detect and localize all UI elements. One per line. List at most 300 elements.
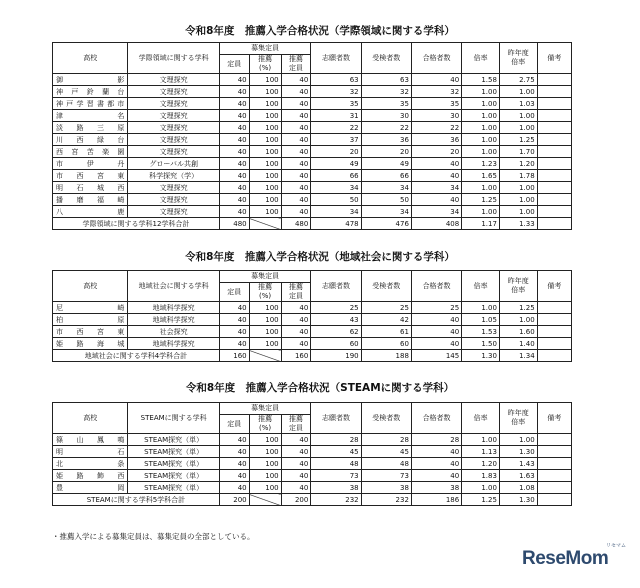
total-ratio: 1.30	[462, 350, 500, 362]
passed-cell: 25	[411, 302, 461, 314]
field-name: 文理探究	[128, 146, 219, 158]
quota-cell: 40	[219, 182, 249, 194]
remarks-cell	[537, 314, 571, 326]
quota-cell: 40	[219, 434, 249, 446]
ratio-cell: 1.00	[462, 482, 500, 494]
rec-pct-cell: 100	[249, 146, 281, 158]
remarks-cell	[537, 110, 571, 122]
ratio-cell: 1.00	[462, 302, 500, 314]
passed-cell: 32	[411, 86, 461, 98]
rec-pct-cell: 100	[249, 110, 281, 122]
examinees-cell: 38	[361, 482, 411, 494]
quota-cell: 40	[219, 206, 249, 218]
rec-pct-cell: 100	[249, 158, 281, 170]
school-name: 神戸鈴蘭台	[53, 86, 128, 98]
school-name: 御影	[53, 74, 128, 86]
passed-cell: 28	[411, 434, 461, 446]
examinees-cell: 25	[361, 302, 411, 314]
header-school: 高校	[53, 271, 128, 302]
examinees-cell: 42	[361, 314, 411, 326]
total-quota: 160	[219, 350, 249, 362]
passed-cell: 40	[411, 458, 461, 470]
passed-cell: 36	[411, 134, 461, 146]
passed-cell: 20	[411, 146, 461, 158]
total-remarks	[537, 494, 571, 506]
ratio-cell: 1.00	[462, 134, 500, 146]
quota-cell: 40	[219, 338, 249, 350]
prev-ratio-cell: 1.08	[499, 482, 537, 494]
remarks-cell	[537, 98, 571, 110]
header-row	[53, 43, 572, 55]
remarks-cell	[537, 302, 571, 314]
header-quota: 定員	[219, 283, 249, 302]
resemom-logo	[522, 542, 628, 576]
remarks-cell	[537, 182, 571, 194]
header-rec-quota: 推薦 定員	[281, 283, 311, 302]
table-row	[53, 86, 572, 98]
field-name: 地域科学探究	[128, 338, 219, 350]
rec-quota-cell: 40	[281, 74, 311, 86]
quota-cell: 40	[219, 122, 249, 134]
examinees-cell: 22	[361, 122, 411, 134]
prev-ratio-cell: 1.20	[499, 158, 537, 170]
header-rec-pct: 推薦 (%)	[249, 415, 281, 434]
school-name: 八鹿	[53, 206, 128, 218]
header-prev-ratio: 昨年度 倍率	[499, 403, 537, 434]
examinees-cell: 61	[361, 326, 411, 338]
quota-cell: 40	[219, 158, 249, 170]
rec-pct-cell: 100	[249, 98, 281, 110]
quota-cell: 40	[219, 86, 249, 98]
header-prev-ratio: 昨年度 倍率	[499, 271, 537, 302]
remarks-cell	[537, 434, 571, 446]
examinees-cell: 73	[361, 470, 411, 482]
field-name: STEAM探究（単）	[128, 458, 219, 470]
applicants-cell: 62	[311, 326, 361, 338]
school-name: 篠山鳳鳴	[53, 434, 128, 446]
remarks-cell	[537, 326, 571, 338]
table-row	[53, 182, 572, 194]
passed-cell: 34	[411, 182, 461, 194]
table-row	[53, 98, 572, 110]
total-rec-pct-diagonal	[249, 494, 281, 506]
passed-cell: 40	[411, 158, 461, 170]
quota-cell: 40	[219, 446, 249, 458]
school-name: 播磨福崎	[53, 194, 128, 206]
quota-cell: 40	[219, 134, 249, 146]
header-field: 地域社会に関する学科	[128, 271, 219, 302]
total-label: 学際領域に関する学科12学科合計	[53, 218, 220, 230]
prev-ratio-cell: 1.00	[499, 86, 537, 98]
remarks-cell	[537, 122, 571, 134]
passed-cell: 40	[411, 446, 461, 458]
field-name: 地域科学探究	[128, 314, 219, 326]
remarks-cell	[537, 482, 571, 494]
prev-ratio-cell: 1.40	[499, 338, 537, 350]
examinees-cell: 63	[361, 74, 411, 86]
school-name: 西宮苦楽園	[53, 146, 128, 158]
table-row	[53, 110, 572, 122]
applicants-cell: 45	[311, 446, 361, 458]
quota-cell: 40	[219, 170, 249, 182]
ratio-cell: 1.23	[462, 158, 500, 170]
rec-pct-cell: 100	[249, 122, 281, 134]
section1-title: 令和8年度 推薦入学合格状況（学際領域に関する学科）	[185, 25, 455, 37]
applicants-cell: 32	[311, 86, 361, 98]
school-name: 神戸学習書都市	[53, 98, 128, 110]
examinees-cell: 30	[361, 110, 411, 122]
remarks-cell	[537, 158, 571, 170]
rec-pct-cell: 100	[249, 134, 281, 146]
field-name: STEAM探究（単）	[128, 446, 219, 458]
applicants-cell: 38	[311, 482, 361, 494]
ratio-cell: 1.00	[462, 182, 500, 194]
applicants-cell: 37	[311, 134, 361, 146]
quota-cell: 40	[219, 74, 249, 86]
total-applicants: 478	[311, 218, 361, 230]
remarks-cell	[537, 170, 571, 182]
examinees-cell: 35	[361, 98, 411, 110]
rec-quota-cell: 40	[281, 134, 311, 146]
header-remarks: 備考	[537, 43, 571, 74]
examinees-cell: 32	[361, 86, 411, 98]
applicants-cell: 35	[311, 98, 361, 110]
remarks-cell	[537, 134, 571, 146]
field-name: 文理探究	[128, 194, 219, 206]
table-row	[53, 446, 572, 458]
rec-pct-cell: 100	[249, 74, 281, 86]
rec-quota-cell: 40	[281, 122, 311, 134]
field-name: 科学探究（学）	[128, 170, 219, 182]
total-row	[53, 494, 572, 506]
examinees-cell: 66	[361, 170, 411, 182]
school-name: 淡路三原	[53, 122, 128, 134]
remarks-cell	[537, 470, 571, 482]
examinees-cell: 34	[361, 206, 411, 218]
rec-pct-cell: 100	[249, 434, 281, 446]
table-row	[53, 314, 572, 326]
prev-ratio-cell: 1.00	[499, 434, 537, 446]
section3-title: 令和8年度 推薦入学合格状況（STEAMに関する学科）	[185, 382, 455, 394]
rec-quota-cell: 40	[281, 314, 311, 326]
rec-quota-cell: 40	[281, 110, 311, 122]
passed-cell: 40	[411, 194, 461, 206]
header-ratio: 倍率	[462, 43, 500, 74]
examinees-cell: 45	[361, 446, 411, 458]
total-passed: 186	[411, 494, 461, 506]
ratio-cell: 1.00	[462, 206, 500, 218]
school-name: 尼崎	[53, 302, 128, 314]
prev-ratio-cell: 1.25	[499, 302, 537, 314]
rec-quota-cell: 40	[281, 482, 311, 494]
header-passed: 合格者数	[411, 271, 461, 302]
school-name: 豊岡	[53, 482, 128, 494]
prev-ratio-cell: 1.25	[499, 134, 537, 146]
quota-cell: 40	[219, 314, 249, 326]
header-remarks: 備考	[537, 403, 571, 434]
prev-ratio-cell: 1.00	[499, 122, 537, 134]
header-applicants: 志願者数	[311, 271, 361, 302]
table-row	[53, 194, 572, 206]
ratio-cell: 1.00	[462, 110, 500, 122]
rec-quota-cell: 40	[281, 158, 311, 170]
rec-pct-cell: 100	[249, 170, 281, 182]
rec-pct-cell: 100	[249, 314, 281, 326]
total-row	[53, 218, 572, 230]
prev-ratio-cell: 1.03	[499, 98, 537, 110]
remarks-cell	[537, 146, 571, 158]
total-rec-quota: 480	[281, 218, 311, 230]
school-name: 市伊丹	[53, 158, 128, 170]
field-name: 文理探究	[128, 98, 219, 110]
field-name: 地域科学探究	[128, 302, 219, 314]
total-label: STEAMに関する学科5学科合計	[53, 494, 220, 506]
field-name: 文理探究	[128, 110, 219, 122]
remarks-cell	[537, 446, 571, 458]
total-row	[53, 350, 572, 362]
header-field: 学際領域に関する学科	[128, 43, 219, 74]
total-remarks	[537, 218, 571, 230]
rec-pct-cell: 100	[249, 182, 281, 194]
rec-pct-cell: 100	[249, 206, 281, 218]
ratio-cell: 1.83	[462, 470, 500, 482]
header-quota-group: 募集定員	[219, 271, 310, 283]
passed-cell: 38	[411, 482, 461, 494]
field-name: 社会探究	[128, 326, 219, 338]
total-rec-quota: 200	[281, 494, 311, 506]
total-quota: 200	[219, 494, 249, 506]
header-quota: 定員	[219, 415, 249, 434]
quota-cell: 40	[219, 98, 249, 110]
rec-pct-cell: 100	[249, 482, 281, 494]
rec-quota-cell: 40	[281, 458, 311, 470]
examinees-cell: 48	[361, 458, 411, 470]
section2-title: 令和8年度 推薦入学合格状況（地域社会に関する学科）	[185, 251, 455, 263]
school-name: 姫路海城	[53, 338, 128, 350]
applicants-cell: 48	[311, 458, 361, 470]
total-applicants: 190	[311, 350, 361, 362]
table-row	[53, 122, 572, 134]
section1-table	[52, 42, 572, 230]
ratio-cell: 1.50	[462, 338, 500, 350]
table-row	[53, 458, 572, 470]
school-name: 津名	[53, 110, 128, 122]
ratio-cell: 1.53	[462, 326, 500, 338]
prev-ratio-cell: 1.70	[499, 146, 537, 158]
rec-pct-cell: 100	[249, 446, 281, 458]
passed-cell: 40	[411, 338, 461, 350]
passed-cell: 40	[411, 314, 461, 326]
rec-quota-cell: 40	[281, 98, 311, 110]
applicants-cell: 43	[311, 314, 361, 326]
school-name: 明石城西	[53, 182, 128, 194]
header-school: 高校	[53, 43, 128, 74]
header-passed: 合格者数	[411, 403, 461, 434]
prev-ratio-cell: 2.75	[499, 74, 537, 86]
prev-ratio-cell: 1.43	[499, 458, 537, 470]
logo-sub-text: リセマム	[606, 543, 626, 549]
applicants-cell: 20	[311, 146, 361, 158]
logo-main-text: ReseMom	[522, 548, 609, 569]
total-remarks	[537, 350, 571, 362]
rec-pct-cell: 100	[249, 302, 281, 314]
total-examinees: 188	[361, 350, 411, 362]
remarks-cell	[537, 86, 571, 98]
rec-pct-cell: 100	[249, 470, 281, 482]
applicants-cell: 66	[311, 170, 361, 182]
total-ratio: 1.17	[462, 218, 500, 230]
table-row	[53, 302, 572, 314]
total-rec-pct-diagonal	[249, 218, 281, 230]
quota-cell: 40	[219, 302, 249, 314]
remarks-cell	[537, 206, 571, 218]
passed-cell: 34	[411, 206, 461, 218]
header-examinees: 受検者数	[361, 43, 411, 74]
header-applicants: 志願者数	[311, 403, 361, 434]
examinees-cell: 20	[361, 146, 411, 158]
prev-ratio-cell: 1.30	[499, 446, 537, 458]
total-passed: 408	[411, 218, 461, 230]
header-rec-pct: 推薦 (%)	[249, 283, 281, 302]
prev-ratio-cell: 1.60	[499, 326, 537, 338]
examinees-cell: 50	[361, 194, 411, 206]
total-label: 地域社会に関する学科4学科合計	[53, 350, 220, 362]
field-name: 文理探究	[128, 74, 219, 86]
total-prev-ratio: 1.30	[499, 494, 537, 506]
quota-cell: 40	[219, 146, 249, 158]
applicants-cell: 73	[311, 470, 361, 482]
remarks-cell	[537, 194, 571, 206]
examinees-cell: 28	[361, 434, 411, 446]
header-passed: 合格者数	[411, 43, 461, 74]
remarks-cell	[537, 458, 571, 470]
rec-quota-cell: 40	[281, 182, 311, 194]
table-row	[53, 146, 572, 158]
passed-cell: 40	[411, 170, 461, 182]
table-row	[53, 74, 572, 86]
field-name: 文理探究	[128, 122, 219, 134]
ratio-cell: 1.13	[462, 446, 500, 458]
header-quota-group: 募集定員	[219, 43, 310, 55]
header-remarks: 備考	[537, 271, 571, 302]
ratio-cell: 1.05	[462, 314, 500, 326]
ratio-cell: 1.00	[462, 122, 500, 134]
applicants-cell: 49	[311, 158, 361, 170]
applicants-cell: 50	[311, 194, 361, 206]
field-name: STEAM探究（単）	[128, 482, 219, 494]
school-name: 柏原	[53, 314, 128, 326]
total-rec-pct-diagonal	[249, 350, 281, 362]
total-examinees: 476	[361, 218, 411, 230]
rec-quota-cell: 40	[281, 194, 311, 206]
examinees-cell: 60	[361, 338, 411, 350]
table-row	[53, 470, 572, 482]
rec-quota-cell: 40	[281, 470, 311, 482]
examinees-cell: 49	[361, 158, 411, 170]
ratio-cell: 1.65	[462, 170, 500, 182]
field-name: STEAM探究（単）	[128, 434, 219, 446]
school-name: 市西宮東	[53, 326, 128, 338]
header-examinees: 受検者数	[361, 403, 411, 434]
table-row	[53, 134, 572, 146]
prev-ratio-cell: 1.00	[499, 110, 537, 122]
applicants-cell: 28	[311, 434, 361, 446]
table-row	[53, 482, 572, 494]
passed-cell: 40	[411, 326, 461, 338]
school-name: 川西緑台	[53, 134, 128, 146]
quota-cell: 40	[219, 482, 249, 494]
quota-cell: 40	[219, 470, 249, 482]
rec-pct-cell: 100	[249, 86, 281, 98]
ratio-cell: 1.00	[462, 98, 500, 110]
total-prev-ratio: 1.33	[499, 218, 537, 230]
table-row	[53, 338, 572, 350]
passed-cell: 35	[411, 98, 461, 110]
rec-quota-cell: 40	[281, 86, 311, 98]
section2-table	[52, 270, 572, 362]
table-row	[53, 170, 572, 182]
field-name: 文理探究	[128, 182, 219, 194]
school-name: 市西宮東	[53, 170, 128, 182]
rec-quota-cell: 40	[281, 170, 311, 182]
applicants-cell: 22	[311, 122, 361, 134]
school-name: 明石	[53, 446, 128, 458]
applicants-cell: 34	[311, 182, 361, 194]
prev-ratio-cell: 1.00	[499, 314, 537, 326]
ratio-cell: 1.58	[462, 74, 500, 86]
rec-pct-cell: 100	[249, 194, 281, 206]
field-name: STEAM探究（単）	[128, 470, 219, 482]
quota-cell: 40	[219, 326, 249, 338]
header-applicants: 志願者数	[311, 43, 361, 74]
ratio-cell: 1.00	[462, 146, 500, 158]
total-rec-quota: 160	[281, 350, 311, 362]
examinees-cell: 34	[361, 182, 411, 194]
total-quota: 480	[219, 218, 249, 230]
header-quota: 定員	[219, 55, 249, 74]
rec-quota-cell: 40	[281, 338, 311, 350]
applicants-cell: 63	[311, 74, 361, 86]
header-field: STEAMに関する学科	[128, 403, 219, 434]
table-row	[53, 206, 572, 218]
remarks-cell	[537, 74, 571, 86]
prev-ratio-cell: 1.00	[499, 206, 537, 218]
header-rec-quota: 推薦 定員	[281, 415, 311, 434]
remarks-cell	[537, 338, 571, 350]
table-row	[53, 326, 572, 338]
header-row	[53, 403, 572, 415]
applicants-cell: 34	[311, 206, 361, 218]
header-examinees: 受検者数	[361, 271, 411, 302]
quota-cell: 40	[219, 194, 249, 206]
field-name: 文理探究	[128, 206, 219, 218]
table-row	[53, 158, 572, 170]
rec-quota-cell: 40	[281, 302, 311, 314]
passed-cell: 40	[411, 74, 461, 86]
total-applicants: 232	[311, 494, 361, 506]
passed-cell: 22	[411, 122, 461, 134]
prev-ratio-cell: 1.78	[499, 170, 537, 182]
applicants-cell: 60	[311, 338, 361, 350]
header-rec-quota: 推薦 定員	[281, 55, 311, 74]
footnote: ・推薦入学による募集定員は、募集定員の全部としている。	[52, 532, 255, 541]
section3-table	[52, 402, 572, 506]
rec-quota-cell: 40	[281, 446, 311, 458]
examinees-cell: 36	[361, 134, 411, 146]
header-rec-pct: 推薦 (%)	[249, 55, 281, 74]
total-ratio: 1.25	[462, 494, 500, 506]
prev-ratio-cell: 1.00	[499, 182, 537, 194]
